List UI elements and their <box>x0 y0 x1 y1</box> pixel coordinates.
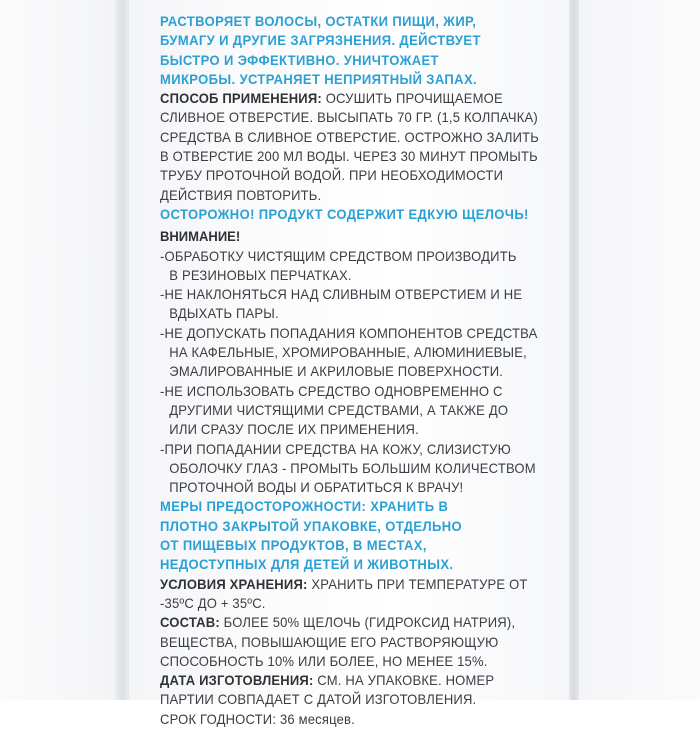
precautions-line: НЕДОСТУПНЫХ ДЛЯ ДЕТЕЙ И ЖИВОТНЫХ. <box>160 556 454 573</box>
composition-first-text: БОЛЕЕ 50% ЩЕЛОЧЬ (ГИДРОКСИД НАТРИЯ), <box>219 614 516 631</box>
composition-heading: СОСТАВ: <box>160 614 220 631</box>
storage-first-line <box>160 575 528 594</box>
precautions-line: МЕРЫ ПРЕДОСТОРОЖНОСТИ: ХРАНИТЬ В <box>160 498 449 515</box>
attention-line: НА КАФЕЛЬНЫЕ, ХРОМИРОВАННЫЕ, АЛЮМИНИЕВЫЕ, <box>169 344 527 361</box>
manufacture-first-line <box>160 671 525 690</box>
bottle-background-left <box>0 0 115 700</box>
usage-first-line <box>160 89 525 108</box>
usage-line: ДЕЙСТВИЯ ПОВТОРИТЬ. <box>160 186 322 203</box>
usage-line: СРЕДСТВА В СЛИВНОЕ ОТВЕРСТИЕ. ОСТРОЖНО ЗАЛИТЬ <box>160 128 540 145</box>
usage-line: ТРУБУ ПРОТОЧНОЙ ВОДОЙ. ПРИ НЕОБХОДИМОСТИ <box>160 167 504 184</box>
usage-line: В ОТВЕРСТИЕ 200 МЛ ВОДЫ. ЧЕРЕЗ 30 МИНУТ ПРОМЫТЬ <box>160 148 538 165</box>
intro-line: РАСТВОРЯЕТ ВОЛОСЫ, ОСТАТКИ ПИЩИ, ЖИР, <box>160 13 477 29</box>
storage-heading: УСЛОВИЯ ХРАНЕНИЯ: <box>160 575 308 592</box>
bottle-edge-right <box>569 0 579 700</box>
label-text <box>160 12 552 729</box>
storage-line: -35ºС ДО + 35ºС. <box>160 594 266 611</box>
attention-line: -НЕ ДОПУСКАТЬ ПОПАДАНИЯ КОМПОНЕНТОВ СРЕДСТВА <box>160 324 538 341</box>
attention-line: ПРОТОЧНОЙ ВОДЫ И ОБРАТИТЬСЯ К ВРАЧУ! <box>169 479 464 496</box>
attention-line: -НЕ ИСПОЛЬЗОВАТЬ СРЕДСТВО ОДНОВРЕМЕННО С <box>160 382 503 399</box>
manufacture-line: ПАРТИИ СОВПАДАЕТ С ДАТОЙ ИЗГОТОВЛЕНИЯ. <box>160 691 477 708</box>
usage-heading: СПОСОБ ПРИМЕНЕНИЯ: <box>160 90 322 107</box>
storage-first-text: ХРАНИТЬ ПРИ ТЕМПЕРАТУРЕ ОТ <box>307 575 528 592</box>
composition-line: СПОСОБНОСТЬ 10% ИЛИ БОЛЕЕ, НО МЕНЕЕ 15%. <box>160 652 488 669</box>
usage-line: СЛИВНОЕ ОТВЕРСТИЕ. ВЫСЫПАТЬ 70 ГР. (1,5 КОЛПАЧКА) <box>160 109 538 126</box>
attention-line: -ПРИ ПОПАДАНИИ СРЕДСТВА НА КОЖУ, СЛИЗИСТУЮ <box>160 440 511 457</box>
intro-line: БЫСТРО И ЭФФЕКТИВНО. УНИЧТОЖАЕТ <box>160 51 439 68</box>
manufacture-heading: ДАТА ИЗГОТОВЛЕНИЯ: <box>160 672 314 689</box>
attention-line: -НЕ НАКЛОНЯТЬСЯ НАД СЛИВНЫМ ОТВЕРСТИЕМ И НЕ <box>160 286 523 303</box>
attention-line: ДРУГИМИ ЧИСТЯЩИМИ СРЕДСТВАМИ, А ТАКЖЕ ДО <box>169 401 509 418</box>
attention-line: -ОБРАБОТКУ ЧИСТЯЩИМ СРЕДСТВОМ ПРОИЗВОДИТЬ <box>160 247 517 264</box>
shelf-life: СРОК ГОДНОСТИ: 36 месяцев. <box>160 710 355 727</box>
bottle-background-right <box>579 0 700 700</box>
manufacture-first-text: СМ. НА УПАКОВКЕ. НОМЕР <box>313 672 495 689</box>
attention-line: В РЕЗИНОВЫХ ПЕРЧАТКАХ. <box>169 266 352 283</box>
intro-line: БУМАГУ И ДРУГИЕ ЗАГРЯЗНЕНИЯ. ДЕЙСТВУЕТ <box>160 32 481 49</box>
precautions-line: ПЛОТНО ЗАКРЫТОЙ УПАКОВКЕ, ОТДЕЛЬНО <box>160 517 462 534</box>
caustic-warning: ОСТОРОЖНО! ПРОДУКТ СОДЕРЖИТ ЕДКУЮ ЩЕЛОЧЬ! <box>160 205 529 222</box>
attention-line: ОБОЛОЧКУ ГЛАЗ - ПРОМЫТЬ БОЛЬШИМ КОЛИЧЕСТВОМ <box>169 459 536 476</box>
attention-line: ВДЫХАТЬ ПАРЫ. <box>169 305 279 322</box>
attention-heading: ВНИМАНИЕ! <box>160 228 241 245</box>
attention-line: ИЛИ СРАЗУ ПОСЛЕ ИХ ПРИМЕНЕНИЯ. <box>169 421 419 438</box>
attention-line: ЭМАЛИРОВАННЫЕ И АКРИЛОВЫЕ ПОВЕРХНОСТИ. <box>169 363 504 380</box>
bottle-edge-left <box>115 0 129 700</box>
precautions-line: ОТ ПИЩЕВЫХ ПРОДУКТОВ, В МЕСТАХ, <box>160 537 427 554</box>
usage-first-text: ОСУШИТЬ ПРОЧИЩАЕМОЕ <box>321 90 503 107</box>
composition-line: ВЕЩЕСТВА, ПОВЫШАЮЩИЕ ЕГО РАСТВОРЯЮЩУЮ <box>160 633 499 650</box>
composition-first-line <box>160 613 525 632</box>
intro-line: МИКРОБЫ. УСТРАНЯЕТ НЕПРИЯТНЫЙ ЗАПАХ. <box>160 70 477 87</box>
